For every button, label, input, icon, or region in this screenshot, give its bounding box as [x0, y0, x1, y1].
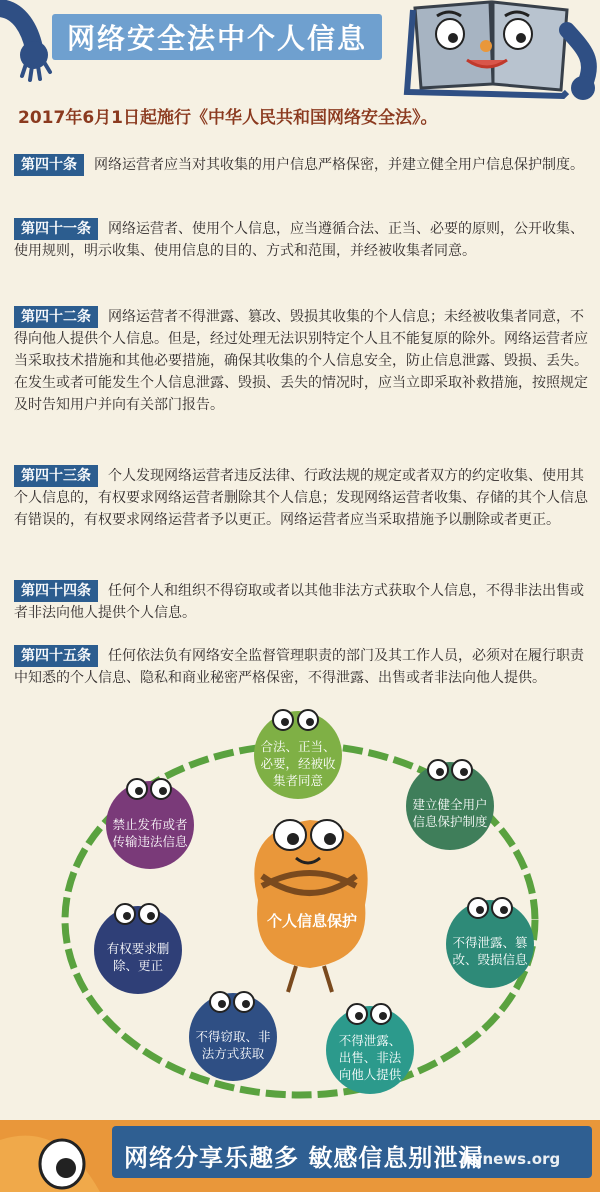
ball-text: 禁止发布或者 传输违法信息 [112, 817, 188, 849]
article-label: 第四十四条 [14, 580, 98, 602]
footer-banner [0, 1120, 600, 1192]
article-label: 第四十条 [14, 154, 84, 176]
article-label: 第四十五条 [14, 645, 98, 667]
page-title-banner [52, 14, 382, 60]
center-character-icon [254, 820, 367, 992]
article-40 [14, 154, 590, 176]
article-43 [14, 465, 590, 531]
article-label: 第四十三条 [14, 465, 98, 487]
article-44 [14, 580, 590, 624]
article-text: 任何个人和组织不得窃取或者以其他非法方式获取个人信息，不得非法出售或者非法向他人提供个人信息。 [14, 583, 584, 621]
cartoon-eye-character-icon [0, 1120, 110, 1192]
header [0, 0, 600, 100]
ball-text: 合法、正当、 必要，经被收 集者同意 [260, 739, 336, 788]
ball-text: 不得窃取、非 法方式获取 [195, 1029, 271, 1061]
article-45 [14, 645, 590, 689]
ball-text: 有权要求删 除、更正 [106, 941, 170, 973]
center-label: 个人信息保护 [266, 912, 357, 930]
article-text: 网络运营者不得泄露、篡改、毁损其收集的个人信息；未经被收集者同意，不得向他人提供个人信息。但是，经过处理无法识别特定个人且不能复原的除外。网络运营者应当采取技术措施和其他必要措施，确保其收集的个人信息安全，防止信息泄露、毁损、丢失。在发生或者可能发生个人信息泄露、毁损、丢失的情况时，应当立即采取补救措施，按照规定及时告知用户并向有关部门报告。 [14, 309, 588, 413]
slogan-text: 网络分享乐趣多 敏感信息别泄漏 [124, 1144, 484, 1172]
page-title: 网络安全法中个人信息 [66, 22, 367, 55]
ball-text: 建立健全用户 信息保护制度 [412, 797, 488, 829]
article-text: 个人发现网络运营者违反法律、行政法规的规定或者双方的约定收集、使用其个人信息的，有权要求网络运营者删除其个人信息；发现网络运营者收集、存储的其个人信息有错误的，有权要求网络运营者予以更正。网络运营者应当采取措施予以删除或者更正。 [14, 468, 588, 528]
article-text: 网络运营者应当对其收集的用户信息严格保密，并建立健全用户信息保护制度。 [94, 157, 584, 173]
article-text: 任何依法负有网络安全监督管理职责的部门及其工作人员，必须对在履行职责中知悉的个人信息、隐私和商业秘密严格保密，不得泄露、出售或者非法向他人提供。 [14, 648, 584, 686]
article-label: 第四十一条 [14, 218, 98, 240]
article-label: 第四十二条 [14, 306, 98, 328]
cartoon-book-icon [385, 0, 600, 100]
ball-text: 不得泄露、 出售、非法 向他人提供 [338, 1033, 402, 1082]
watermark: hynews.org [462, 1150, 561, 1168]
article-42 [14, 306, 590, 416]
ball-text: 不得泄露、篡 改、毁损信息 [452, 935, 528, 967]
intro-text: 2017年6月1日起施行《中华人民共和国网络安全法》。 [18, 108, 438, 128]
article-41 [14, 218, 590, 262]
article-text: 网络运营者、使用个人信息，应当遵循合法、正当、必要的原则，公开收集、使用规则，明示收集、使用信息的目的、方式和范围，并经被收集者同意。 [14, 221, 584, 259]
